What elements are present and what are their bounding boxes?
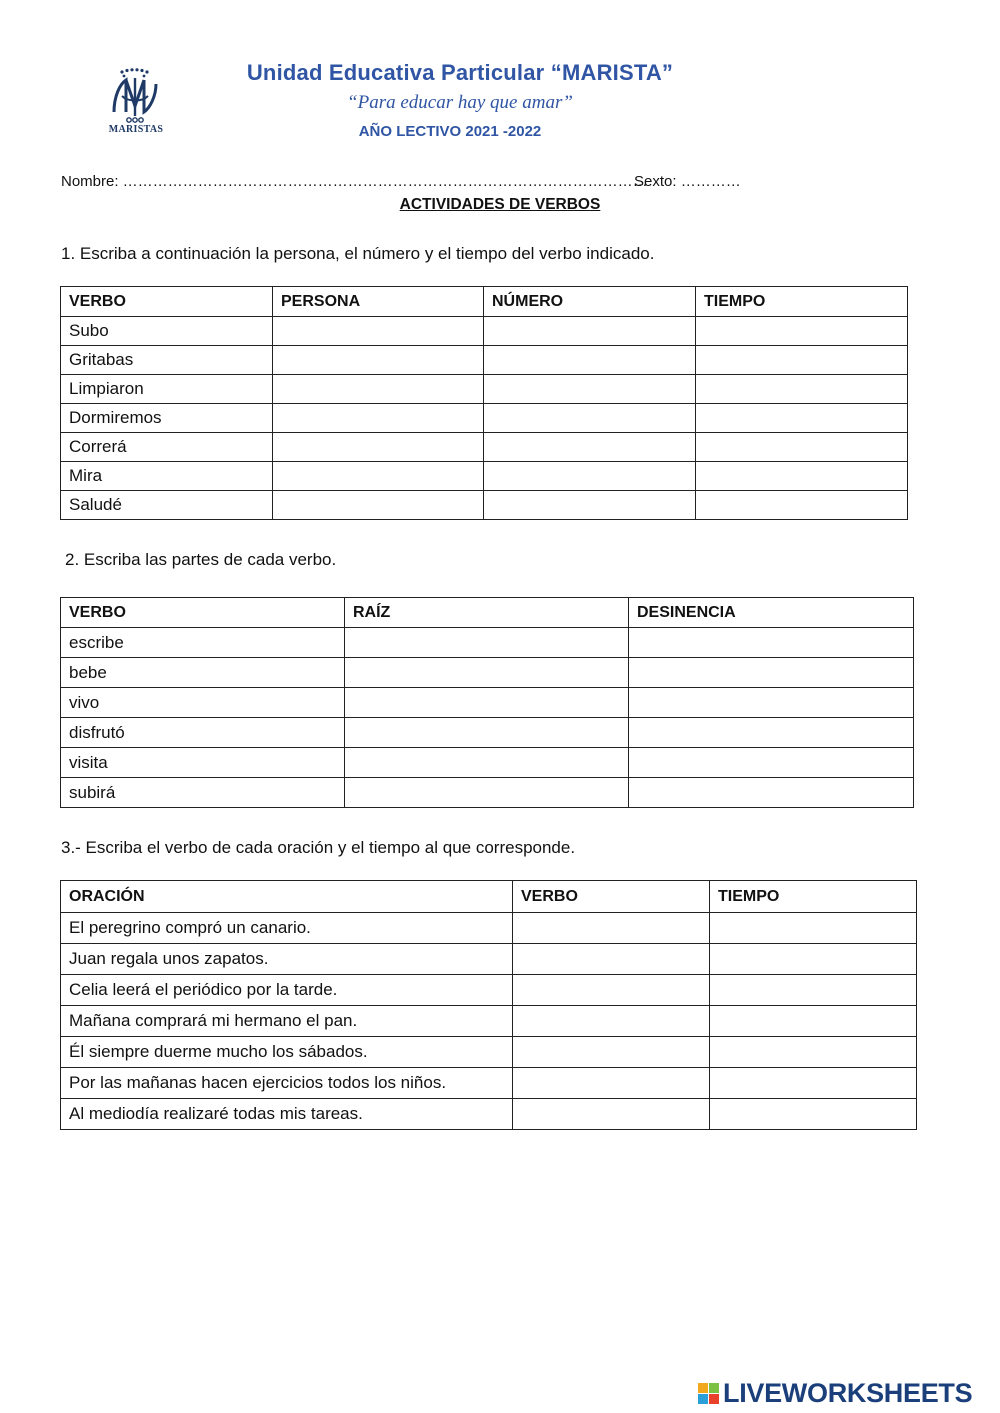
answer-cell[interactable] — [345, 658, 629, 688]
liveworksheets-icon — [698, 1383, 720, 1405]
table-row — [61, 748, 914, 778]
answer-cell[interactable] — [484, 346, 696, 375]
table-row — [61, 688, 914, 718]
answer-cell[interactable] — [345, 718, 629, 748]
row-label: subirá — [61, 778, 345, 808]
answer-cell[interactable] — [273, 346, 484, 375]
answer-cell[interactable] — [710, 944, 917, 975]
answer-cell[interactable] — [273, 404, 484, 433]
answer-cell[interactable] — [273, 462, 484, 491]
table-row — [61, 375, 908, 404]
logo-text: MARISTAS — [108, 124, 164, 135]
persona-numero-tiempo-table — [60, 286, 908, 520]
column-header: VERBO — [61, 287, 273, 317]
row-label: Saludé — [61, 491, 273, 520]
sexto-field[interactable]: Sexto: ………… — [634, 173, 741, 190]
answer-cell[interactable] — [629, 628, 914, 658]
answer-cell[interactable] — [345, 688, 629, 718]
table-row — [61, 491, 908, 520]
row-label: Mañana comprará mi hermano el pan. — [61, 1006, 513, 1037]
row-label: Gritabas — [61, 346, 273, 375]
answer-cell[interactable] — [484, 433, 696, 462]
activity-title: ACTIVIDADES DE VERBOS — [399, 196, 601, 213]
answer-cell[interactable] — [710, 913, 917, 944]
row-label: Por las mañanas hacen ejercicios todos los niños. — [61, 1068, 513, 1099]
liveworksheets-logo — [698, 1378, 972, 1410]
answer-cell[interactable] — [513, 975, 710, 1006]
table-row — [61, 975, 917, 1006]
section1-instruction: 1. Escriba a continuación la persona, el número y el tiempo del verbo indicado. — [61, 244, 655, 263]
row-label: Celia leerá el periódico por la tarde. — [61, 975, 513, 1006]
answer-cell[interactable] — [273, 375, 484, 404]
table-row — [61, 913, 917, 944]
table-row — [61, 317, 908, 346]
column-header: TIEMPO — [696, 287, 908, 317]
row-label: visita — [61, 748, 345, 778]
school-year: AÑO LECTIVO 2021 -2022 — [358, 123, 542, 140]
column-header: DESINENCIA — [629, 598, 914, 628]
row-label: disfrutó — [61, 718, 345, 748]
section3-instruction: 3.- Escriba el verbo de cada oración y el tiempo al que corresponde. — [61, 838, 576, 857]
nombre-field[interactable]: Nombre: …………………………………………………………………………………………… — [61, 173, 648, 190]
school-motto: “Para educar hay que amar” — [347, 92, 573, 113]
answer-cell[interactable] — [345, 628, 629, 658]
row-label: bebe — [61, 658, 345, 688]
row-label: Limpiaron — [61, 375, 273, 404]
table-row — [61, 1037, 917, 1068]
answer-cell[interactable] — [696, 433, 908, 462]
column-header: ORACIÓN — [61, 881, 513, 913]
answer-cell[interactable] — [629, 718, 914, 748]
row-label: Mira — [61, 462, 273, 491]
table-row — [61, 944, 917, 975]
answer-cell[interactable] — [513, 1099, 710, 1130]
table-row — [61, 628, 914, 658]
answer-cell[interactable] — [513, 1006, 710, 1037]
column-header: VERBO — [513, 881, 710, 913]
answer-cell[interactable] — [484, 404, 696, 433]
answer-cell[interactable] — [273, 317, 484, 346]
answer-cell[interactable] — [696, 491, 908, 520]
row-label: Al mediodía realizaré todas mis tareas. — [61, 1099, 513, 1130]
section2-instruction: 2. Escriba las partes de cada verbo. — [65, 550, 337, 569]
answer-cell[interactable] — [484, 491, 696, 520]
table-row — [61, 658, 914, 688]
answer-cell[interactable] — [345, 748, 629, 778]
answer-cell[interactable] — [629, 688, 914, 718]
table-row — [61, 1068, 917, 1099]
answer-cell[interactable] — [710, 1006, 917, 1037]
answer-cell[interactable] — [484, 317, 696, 346]
answer-cell[interactable] — [629, 778, 914, 808]
row-label: Él siempre duerme mucho los sábados. — [61, 1037, 513, 1068]
row-label: Juan regala unos zapatos. — [61, 944, 513, 975]
answer-cell[interactable] — [484, 375, 696, 404]
answer-cell[interactable] — [696, 404, 908, 433]
school-name: Unidad Educativa Particular “MARISTA” — [246, 60, 674, 85]
answer-cell[interactable] — [273, 491, 484, 520]
row-label: escribe — [61, 628, 345, 658]
row-label: vivo — [61, 688, 345, 718]
liveworksheets-wordmark: LIVEWORKSHEETS — [723, 1378, 973, 1408]
row-label: Correrá — [61, 433, 273, 462]
answer-cell[interactable] — [513, 1068, 710, 1099]
answer-cell[interactable] — [629, 748, 914, 778]
row-label: El peregrino compró un canario. — [61, 913, 513, 944]
table-row — [61, 778, 914, 808]
table-row — [61, 462, 908, 491]
row-label: Subo — [61, 317, 273, 346]
answer-cell[interactable] — [710, 1099, 917, 1130]
answer-cell[interactable] — [629, 658, 914, 688]
column-header: NÚMERO — [484, 287, 696, 317]
table-row — [61, 433, 908, 462]
column-header: TIEMPO — [710, 881, 917, 913]
answer-cell[interactable] — [513, 913, 710, 944]
raiz-desinencia-table — [60, 597, 914, 808]
answer-cell[interactable] — [710, 1068, 917, 1099]
answer-cell[interactable] — [696, 346, 908, 375]
answer-cell[interactable] — [696, 375, 908, 404]
answer-cell[interactable] — [345, 778, 629, 808]
table-row — [61, 1099, 917, 1130]
row-label: Dormiremos — [61, 404, 273, 433]
answer-cell[interactable] — [696, 462, 908, 491]
oracion-verbo-tiempo-table — [60, 880, 917, 1130]
answer-cell[interactable] — [513, 944, 710, 975]
answer-cell[interactable] — [273, 433, 484, 462]
table-row — [61, 346, 908, 375]
answer-cell[interactable] — [696, 317, 908, 346]
answer-cell[interactable] — [710, 1037, 917, 1068]
column-header: RAÍZ — [345, 598, 629, 628]
table-row — [61, 1006, 917, 1037]
answer-cell[interactable] — [484, 462, 696, 491]
answer-cell[interactable] — [710, 975, 917, 1006]
table-row — [61, 718, 914, 748]
answer-cell[interactable] — [513, 1037, 710, 1068]
column-header: PERSONA — [273, 287, 484, 317]
table-row — [61, 404, 908, 433]
column-header: VERBO — [61, 598, 345, 628]
